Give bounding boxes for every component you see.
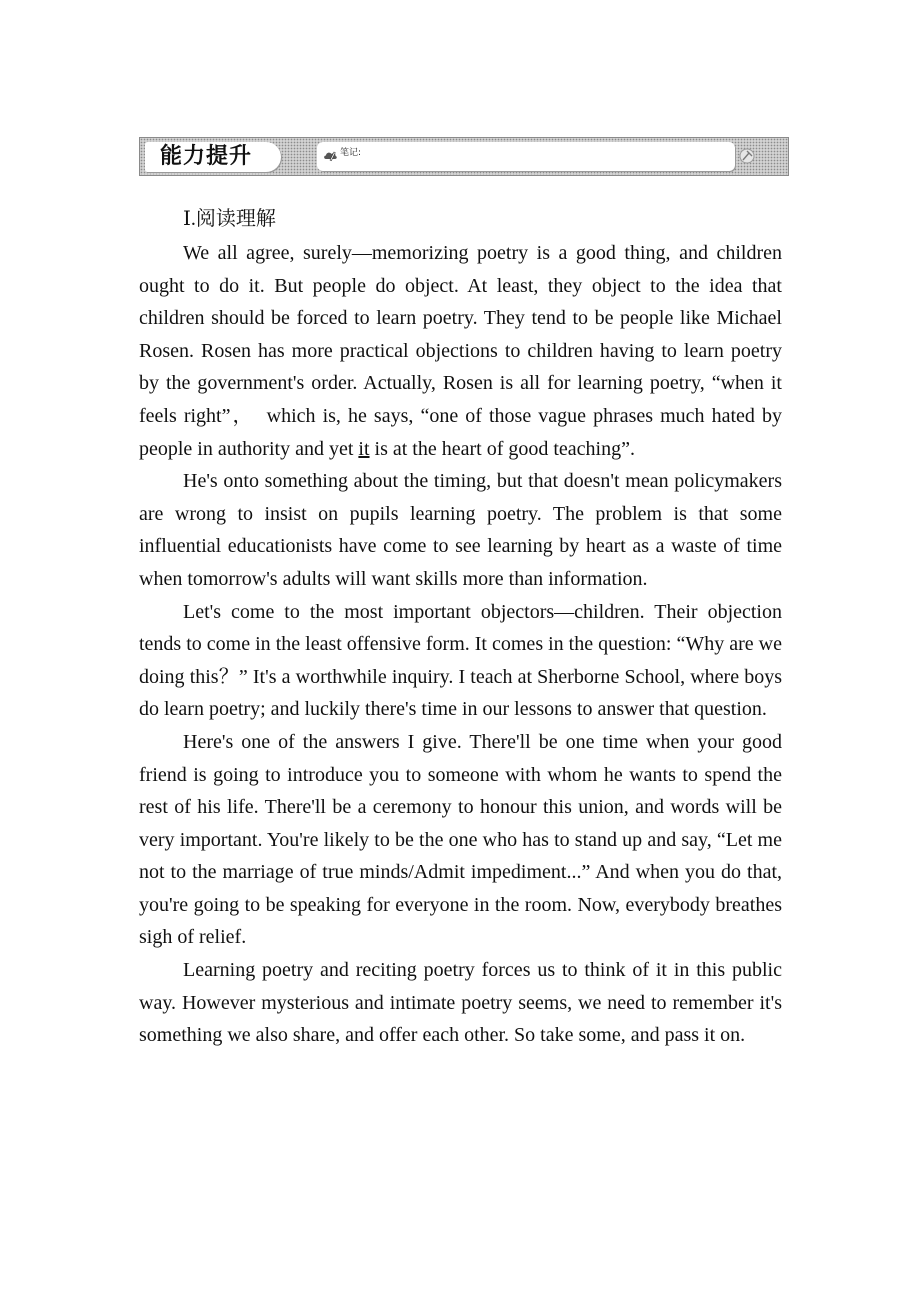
pin-icon	[737, 146, 757, 166]
section-heading: Ⅰ.阅读理解	[183, 208, 276, 230]
paragraph-1-after: is at the heart of good teaching”.	[369, 437, 635, 460]
paragraph-1	[139, 237, 782, 465]
notes-label: 笔记:	[340, 148, 362, 158]
banner-title: 能力提升	[145, 142, 281, 172]
paragraph-4: Here's one of the answers I give. There'll be one time when your good friend is going to introduce you to someone with whom he wants to spend the rest of his life. There'll be a ceremony to honour this union, and words will be very important. You're likely to be the one who has to stand up and say, “Let me not to the marriage of true minds/Admit impediment...” And when you do that, you're going to be speaking for everyone in the room. Now, everybody breathes sigh of relief.	[139, 730, 782, 949]
paragraph-5: Learning poetry and reciting poetry forces us to think of it in this public way. However mysterious and intimate poetry seems, we need to remember it's something we also share, and offer each other. So take some, and pass it on.	[139, 959, 782, 1047]
reading-passage	[139, 237, 782, 1052]
paragraph-2: He's onto something about the timing, but that doesn't mean policymakers are wrong to insist on pupils learning poetry. The problem is that some influential educationists have come to see learning by heart as a waste of time when tomorrow's adults will want skills more than information.	[139, 470, 782, 590]
paragraph-3: Let's come to the most important objectors—children. Their objection tends to come in the least offensive form. It comes in the question: “Why are we doing this？” It's a worthwhile inquiry. I teach at Sherborne School, where boys do learn poetry; and luckily there's time in our lessons to answer that question.	[139, 600, 782, 721]
underlined-word: it	[358, 437, 370, 460]
notes-field[interactable]	[317, 142, 735, 171]
cloud-pencil-icon	[323, 148, 338, 162]
paragraph-1-before: We all agree, surely—memorizing poetry is a good thing, and children ought to do it. But people do object. At least, they object to the idea that children should be forced to learn poetry. They tend to be people like Michael Rosen. Rosen has more practical objections to children having to learn poetry by the government's order. Actually, Rosen is all for learning poetry, “when it feels right”， which is, he says, “one of those vague phrases much hated by people in authority and yet	[139, 242, 782, 460]
section-banner	[139, 137, 789, 176]
